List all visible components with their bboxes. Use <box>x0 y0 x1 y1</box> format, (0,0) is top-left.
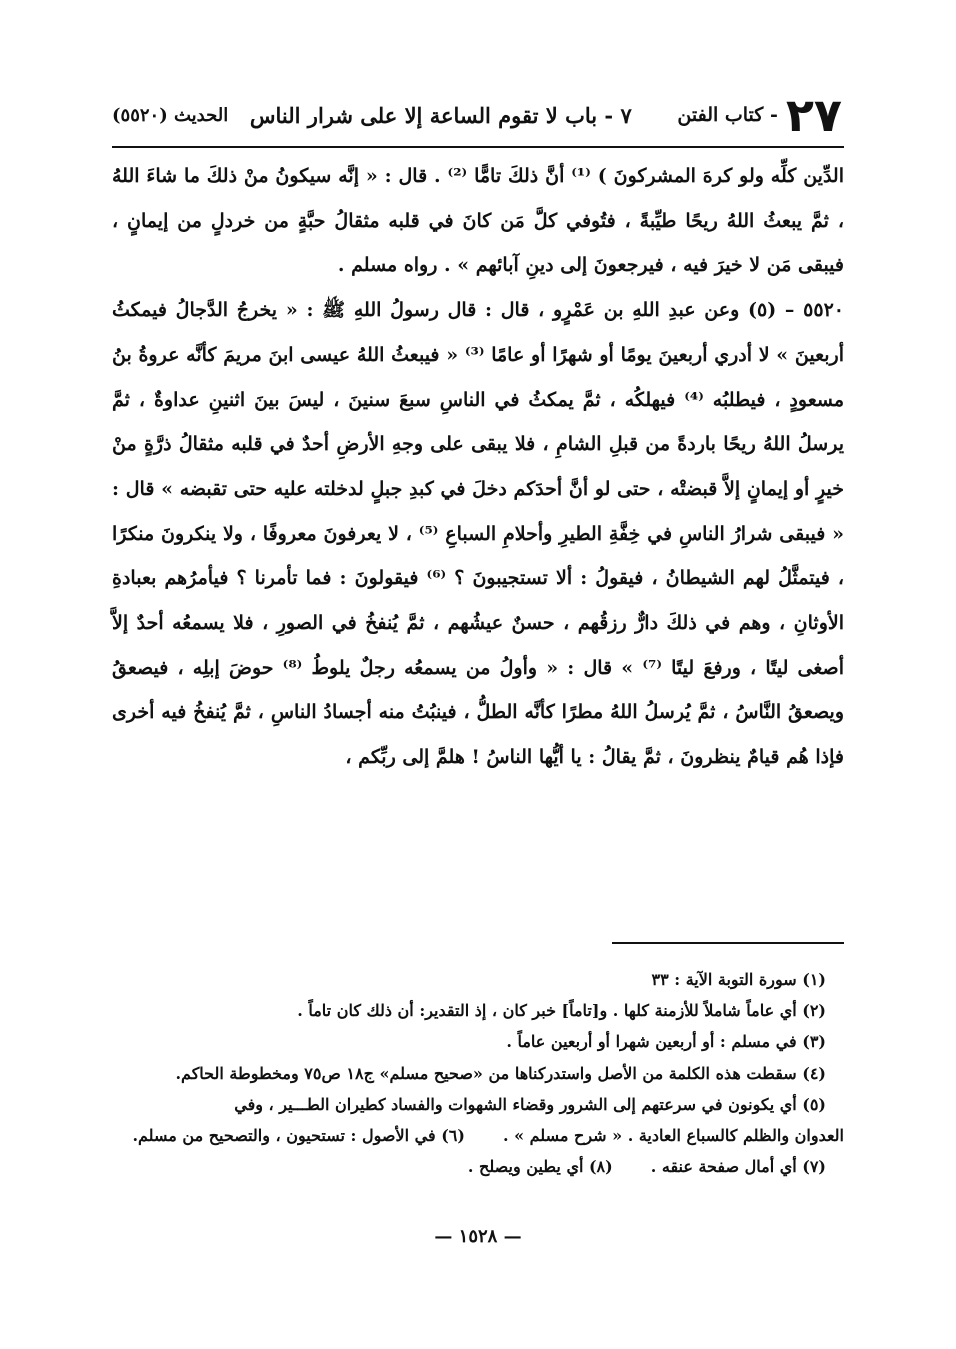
footnote-1: (١) سورة التوبة الآية : ٣٣ <box>651 970 826 989</box>
footnote-rule <box>612 942 844 944</box>
footnote-5-line-2: العدوان والظلم كالسباع العادية . « شرح مسلم » . <box>502 1126 844 1146</box>
running-header <box>112 86 842 144</box>
footnotes <box>112 964 844 1182</box>
footnote-3: (٣) في مسلم : أو أربعين شهرا أو أربعين عاماً . <box>506 1032 826 1052</box>
footnote-4: (٤) سقطت هذه الكلمة من الأصل واستدركناها من «صحيح مسلم» ج١٨ ص٧٥ ومخطوطة الحاكم. <box>175 1063 826 1083</box>
hadith-reference: الحديث (٥٥٢٠) <box>112 104 229 126</box>
footnote-8: (٨) أي يطين ويصلح . <box>467 1157 613 1177</box>
hadith-continuation: الدِّين كلِّه ولو كرهَ المشركونَ ) ⁽¹⁾ أنَّ ذلكَ تامًّا ⁽²⁾ . قال : « إنَّه سيكونُ منْ ذلكَ ما شاءَ اللهُ ، ثمَّ يبعثُ اللهُ ريحًا طيِّبةً ، فتُوفي كلَّ مَن كانَ في قلبه مثقالُ حبَّةٍ من خردلٍ من إيمانٍ ، فيبقى مَن لا خيرَ فيه ، فيرجعونَ إلى دينِ آبائهم » . رواه مسلم . <box>112 165 844 277</box>
chapter-number: ٢٧ <box>785 88 842 142</box>
bab-title: ٧ - باب لا تقوم الساعة إلا على شرار الناس <box>249 102 632 128</box>
footnote-2: (٢) أي عاماً شاملاً للأزمنة كلها . و[تاماً] خبر كان ، إذ التقدير: أن ذلك كان تاماً . <box>297 1001 826 1021</box>
page-number: — ١٥٢٨ — <box>434 1226 522 1247</box>
hadith-5520: ٥٥٢٠ – (٥) وعن عبدِ اللهِ بن عَمْرٍو ، قال : قال رسولُ اللهِ ﷺ : « يخرجُ الدَّجالُ فيمكثُ أربعينَ » لا أدري أربعينَ يومًا أو شهرًا أو عامًا ⁽³⁾ « فيبعثُ اللهُ عيسى ابنَ مريمَ كأنَّه عروةُ بنُ مسعودٍ ، فيطلبُه ⁽⁴⁾ فيهلكُه ، ثمَّ يمكثُ في الناسِ سبعَ سنينَ ، ليسَ بينَ اثنينِ عداوةٌ ، ثمَّ يرسلُ اللهُ ريحًا باردةً من قبلِ الشامِ ، فلا يبقى على وجهِ الأرضِ أحدٌ في قلبه مثقالُ ذرَّةٍ منْ خيرٍ أو إيمانٍ إلاَّ قبضتْه ، حتى لو أنَّ أحدَكم دخلَ في كبدِ جبلٍ لدخلته عليه حتى تقبضه » قال : « فيبقى شرارُ الناسِ في خِفَّةِ الطيرِ وأحلامِ السباعِ ⁽⁵⁾ ، لا يعرفونَ معروفًا ، ولا ينكرونَ منكرًا ، فيتمثَّلُ لهم الشيطانُ ، فيقولُ : ألا تستجيبونَ ؟ ⁽⁶⁾ فيقولونَ : فما تأمرنا ؟ فيأمرُهم بعبادةِ الأوثانِ ، وهم في ذلكَ دارٌّ رزقُهم ، حسنٌ عيشُهم ، ثمَّ يُنفخُ في الصورِ ، فلا يسمعُه أحدٌ إلاَّ أصغى ليتًا ، ورفعَ ليتًا ⁽⁷⁾ » قال : « وأولُ من يسمعُه رجلٌ يلوطُ ⁽⁸⁾ حوضَ إبلِه ، فيصعقُ ويصعقُ النَّاسُ ، ثمَّ يُرسلُ اللهُ مطرًا كأنَّه الطلُّ ، فينبُتُ منه أجسادُ الناسِ ، ثمَّ يُنفخُ فيه أخرى فإذا هُم قيامٌ ينظرونَ ، ثمَّ يقالُ : يا أيُّها الناسُ ! هلمَّ إلى ربِّكم ، <box>112 299 844 769</box>
footnote-6: (٦) في الأصول : تستحيون ، والتصحيح من مسلم. <box>132 1126 465 1146</box>
footnote-line-7-8 <box>112 1151 844 1182</box>
footnote-5-line-1: (٥) أي يكونون في سرعتهم إلى الشرور وقضاء الشهوات والفساد كطيران الطـــير ، وفي <box>234 1094 826 1114</box>
chapter-name: - كتاب الفتن <box>677 104 778 126</box>
header-rule <box>112 146 844 148</box>
footnote-7: (٧) أي أمال صفحة عنقه . <box>650 1157 826 1177</box>
main-text <box>112 154 844 780</box>
footnote-line-5b-6 <box>112 1120 844 1151</box>
